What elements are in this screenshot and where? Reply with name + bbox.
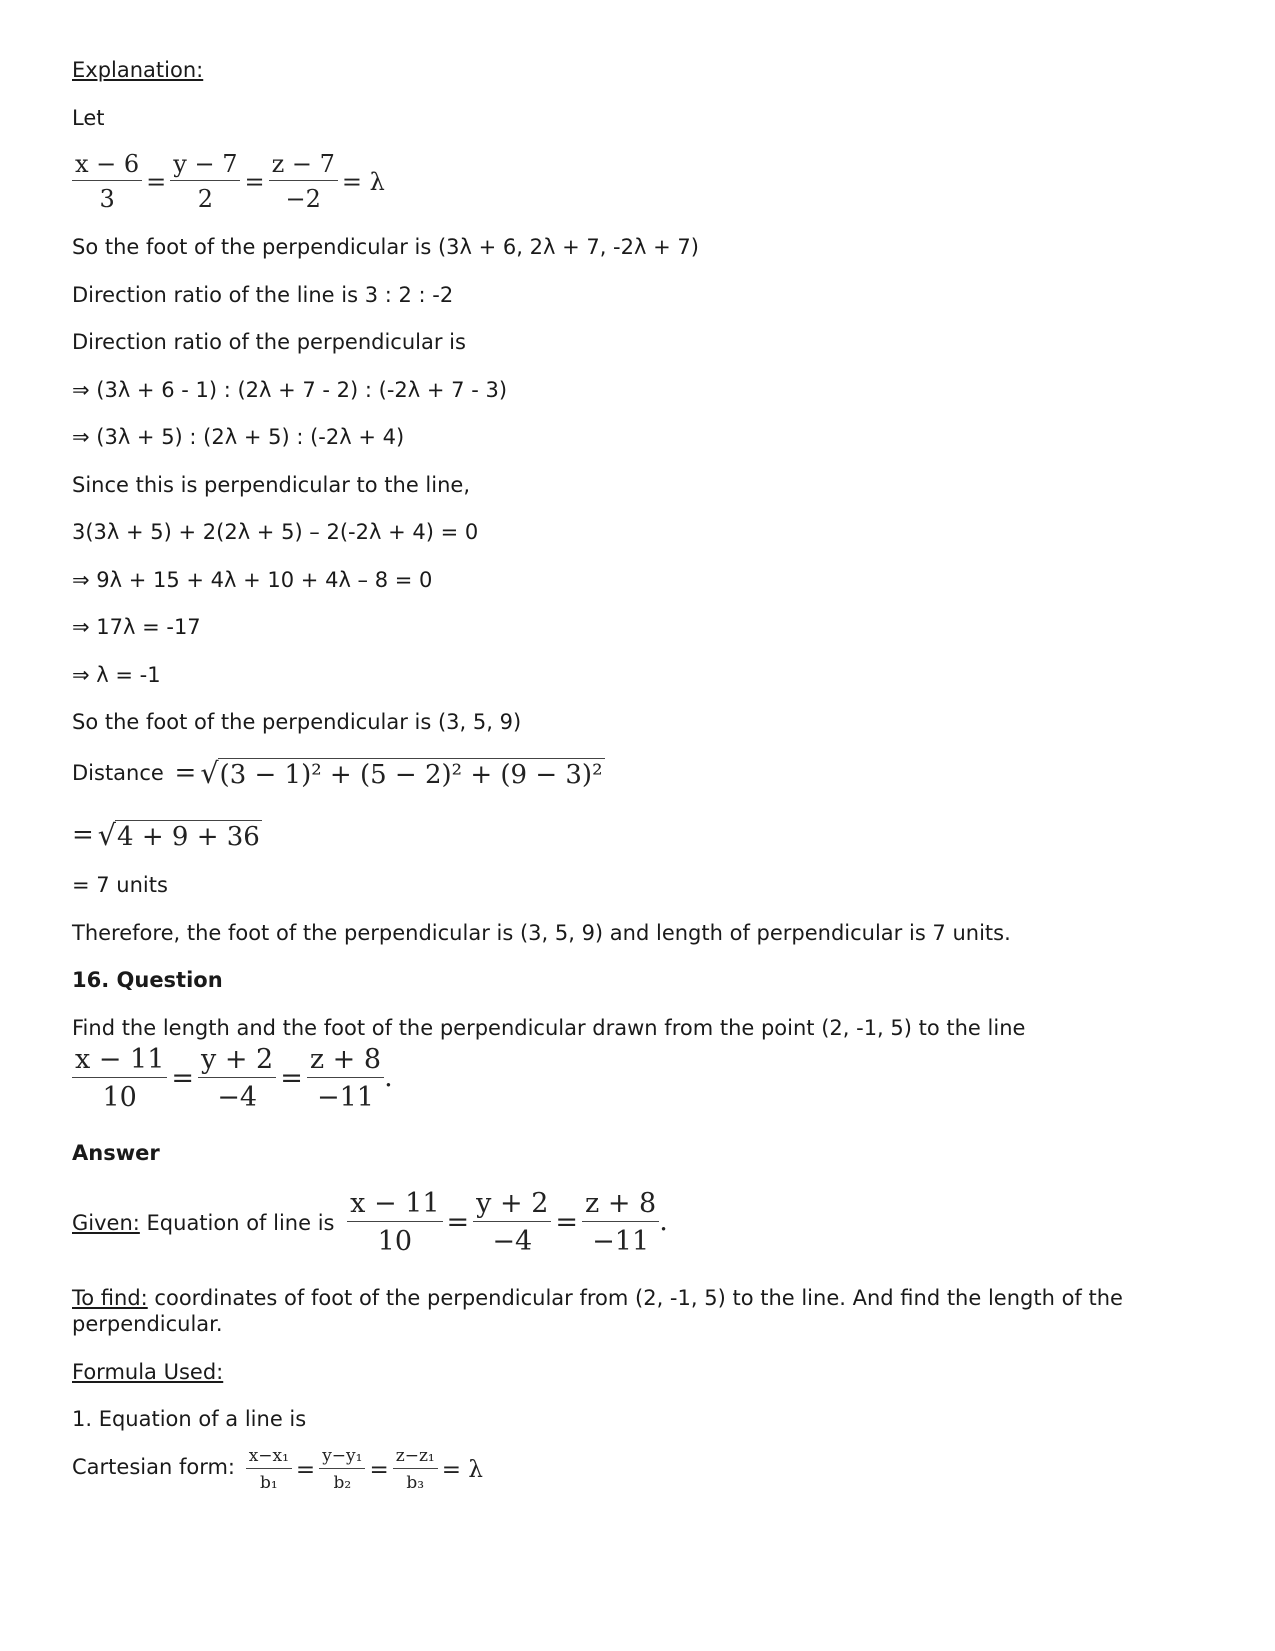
fraction-denominator: −11: [307, 1077, 384, 1113]
text-line: ⇒ 17λ = -17: [72, 615, 201, 639]
tofind-label: To find:: [72, 1286, 148, 1310]
fraction-numerator: x − 11: [350, 1188, 440, 1219]
fraction-numerator: y + 2: [476, 1188, 549, 1219]
fraction-denominator: 10: [347, 1221, 442, 1257]
fraction-numerator: z − 7: [271, 150, 335, 178]
tofind-text: coordinates of foot of the perpendicular from (2, -1, 5) to the line. And find the length of the: [154, 1286, 1123, 1310]
fraction-denominator: 2: [170, 180, 240, 213]
formula-heading: Formula Used:: [72, 1360, 224, 1384]
fraction-denominator: −4: [473, 1221, 551, 1257]
text-line: So the foot of the perpendicular is (3λ + 6, 2λ + 7, -2λ + 7): [72, 235, 699, 259]
answer-heading: Answer: [72, 1141, 160, 1165]
radicand: 4 + 9 + 36: [117, 822, 260, 852]
text-line: ⇒ (3λ + 5) : (2λ + 5) : (-2λ + 4): [72, 425, 405, 449]
text-line: Direction ratio of the perpendicular is: [72, 330, 466, 354]
text-line: ⇒ (3λ + 6 - 1) : (2λ + 7 - 2) : (-2λ + 7 - 3): [72, 378, 508, 402]
text-line: 3(3λ + 5) + 2(2λ + 5) – 2(-2λ + 4) = 0: [72, 520, 479, 544]
fraction-denominator: b₂: [319, 1468, 365, 1493]
text-line: So the foot of the perpendicular is (3, 5, 9): [72, 710, 522, 734]
given-text: Equation of line is: [146, 1211, 335, 1235]
tofind-line: [72, 1286, 1123, 1310]
equals-lambda: = λ: [341, 167, 385, 196]
question-text: Find the length and the foot of the perpendicular drawn from the point (2, -1, 5) to the line: [72, 1016, 1026, 1040]
let-text: Let: [72, 106, 105, 130]
fraction-numerator: z + 8: [585, 1188, 657, 1219]
given-label: Given:: [72, 1211, 140, 1235]
cartesian-form-line: Cartesian form: $\frac{\text{x−x₁}}{\text{b₁}}$ = $\frac{\text{y−y₁}}{\text{b₂}}$ = $\frac{\text{z−z₁}}{\text{b₃}}$ = λ: [72, 1446, 483, 1493]
fraction-denominator: −2: [269, 180, 338, 213]
tofind-text-cont: perpendicular.: [72, 1312, 223, 1336]
distance-formula: Distance = √(3 − 1)² + (5 − 2)² + (9 − 3)²: [72, 756, 603, 790]
line-equation-2: $\frac{x - 11}{10}$ = $\frac{y + 2}{-4}$ = $\frac{z + 8}{-11}$ .: [72, 1044, 393, 1113]
fraction-numerator: y−y₁: [322, 1446, 363, 1466]
question-heading: 16. Question: [72, 968, 223, 992]
fraction-denominator: 10: [72, 1077, 167, 1113]
fraction-denominator: −4: [198, 1077, 276, 1113]
fraction-numerator: y − 7: [173, 150, 238, 178]
fraction-denominator: b₁: [246, 1468, 292, 1493]
fraction-numerator: z + 8: [309, 1044, 382, 1075]
text-line: Since this is perpendicular to the line,: [72, 473, 471, 497]
explanation-heading: Explanation:: [72, 58, 204, 82]
fraction-numerator: x−x₁: [248, 1446, 289, 1466]
text-line: ⇒ λ = -1: [72, 663, 161, 687]
equals-lambda: = λ: [441, 1456, 483, 1483]
line-equation-1: $\frac{x - 6}{3}$ = $\frac{y - 7}{2}$ = $\frac{z - 7}{-2}$ = λ: [72, 150, 389, 213]
fraction-denominator: −11: [582, 1221, 659, 1257]
distance-label: Distance: [72, 761, 164, 785]
radicand: (3 − 1)² + (5 − 2)² + (9 − 3)²: [219, 760, 603, 790]
cartesian-label: Cartesian form:: [72, 1455, 235, 1479]
formula-item: 1. Equation of a line is: [72, 1407, 307, 1431]
conclusion-text: Therefore, the foot of the perpendicular is (3, 5, 9) and length of perpendicular is 7 units.: [72, 921, 1011, 945]
root-expression: = √4 + 9 + 36: [72, 818, 260, 852]
fraction-numerator: y + 2: [201, 1044, 274, 1075]
given-line: Given: Equation of line is $\frac{x - 11}{10}$ = $\frac{y + 2}{-4}$ = $\frac{z + 8}{-11}$ .: [72, 1188, 668, 1257]
text-line: Direction ratio of the line is 3 : 2 : -2: [72, 283, 454, 307]
text-line: ⇒ 9λ + 15 + 4λ + 10 + 4λ – 8 = 0: [72, 568, 433, 592]
result-text: = 7 units: [72, 873, 168, 897]
fraction-denominator: b₃: [393, 1468, 438, 1493]
fraction-numerator: x − 11: [75, 1044, 165, 1075]
fraction-denominator: 3: [72, 180, 142, 213]
fraction-numerator: z−z₁: [395, 1446, 435, 1466]
fraction-numerator: x − 6: [75, 150, 140, 178]
